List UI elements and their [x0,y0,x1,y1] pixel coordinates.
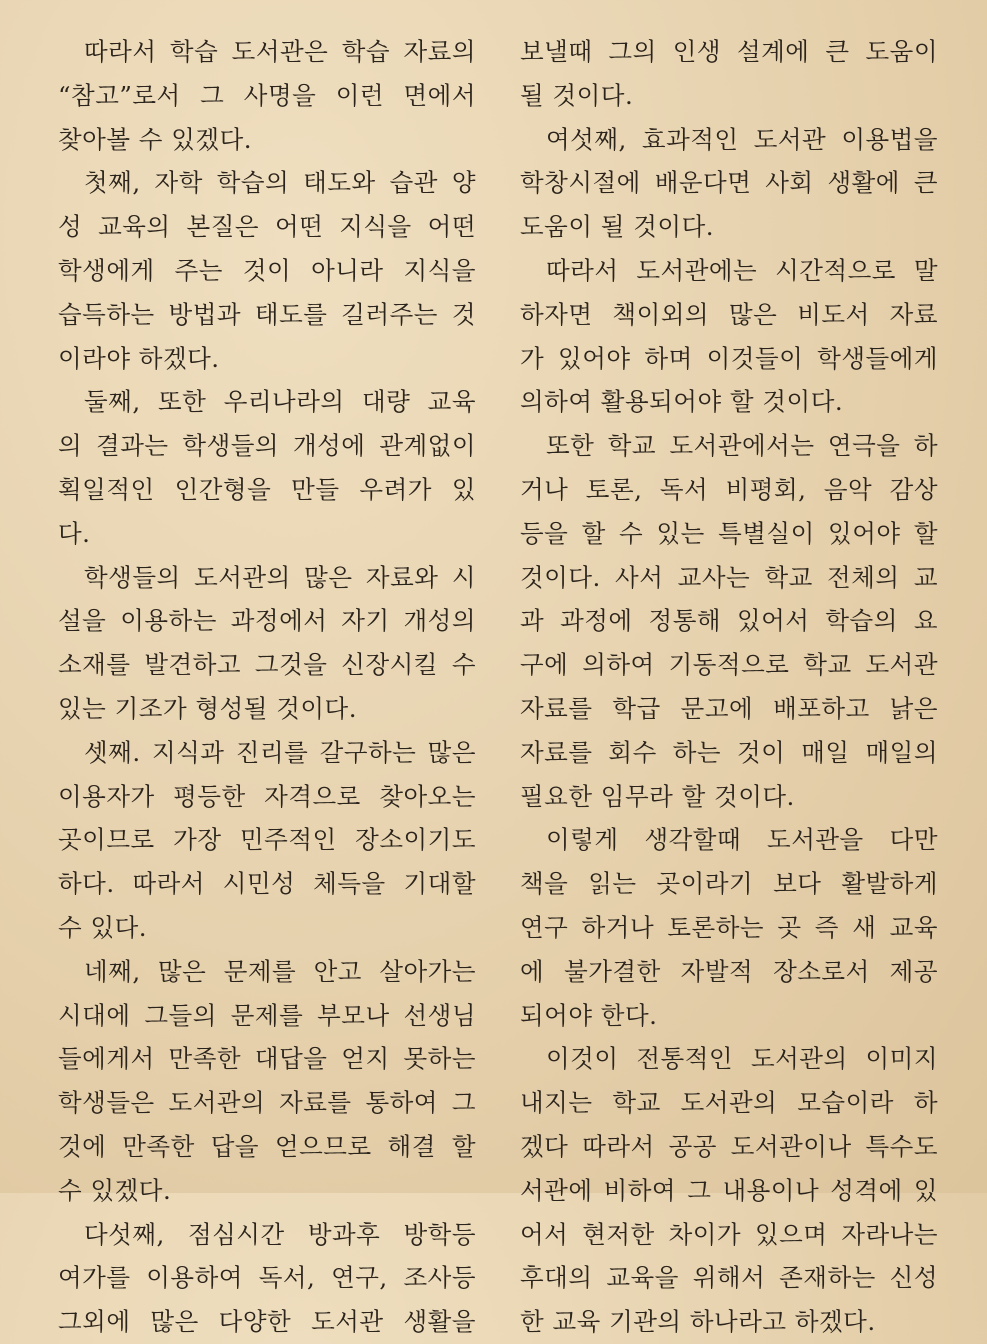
text-line: 이것이 전통적인 도서관의 이미지 [546,1044,938,1074]
text-line: 들에게서 만족한 대답을 얻지 못하는 [58,1044,476,1074]
text-line: 있는 기조가 형성될 것이다. [58,693,357,723]
text-line: 학생들의 도서관의 많은 자료와 시 [84,562,476,592]
text-line: 내지는 학교 도서관의 모습이라 하 [520,1088,938,1118]
text-line: 첫째, 자학 학습의 태도와 습관 양 [84,168,476,198]
left-text-column [58,28,476,1337]
text-line: 이렇게 생각할때 도서관을 다만 [546,825,938,855]
text-line: 셋째. 지식과 진리를 갈구하는 많은 [84,737,476,767]
text-line: 것이다. 사서 교사는 학교 전체의 교 [520,562,938,592]
text-line: 여섯째, 효과적인 도서관 이용법을 [546,124,938,154]
text-line: 책을 읽는 곳이라기 보다 활발하게 [520,869,938,899]
text-line: 또한 학교 도서관에서는 연극을 하 [546,431,938,461]
text-line: 필요한 임무라 할 것이다. [520,781,795,811]
text-line: 되어야 한다. [520,1000,658,1030]
text-line: 획일적인 인간형을 만들 우려가 있 [58,474,476,504]
text-line: 도움이 될 것이다. [520,212,715,242]
text-line: 다. [58,518,91,548]
text-line: 하자면 책이외의 많은 비도서 자료 [520,299,938,329]
text-line: 보낼때 그의 인생 설계에 큰 도움이 [520,37,938,66]
text-line: 의하여 활용되어야 할 것이다. [520,387,844,417]
text-line: 학창시절에 배운다면 사회 생활에 큰 [520,168,938,198]
text-line: 한 교육 기관의 하나라고 하겠다. [520,1307,876,1337]
text-line: 학생들은 도서관의 자료를 통하여 그 [58,1088,476,1118]
text-line: 수 있겠다. [58,1175,172,1205]
text-line: “참고”로서 그 사명을 이런 면에서 [58,80,476,110]
text-line: 성 교육의 본질은 어떤 지식을 어떤 [58,212,476,242]
text-line: 곳이므로 가장 민주적인 장소이기도 [58,825,476,855]
text-line: 여가를 이용하여 독서, 연구, 조사등 [58,1263,476,1293]
text-line: 학생에게 주는 것이 아니라 지식을 [58,255,476,285]
text-line: 설을 이용하는 과정에서 자기 개성의 [58,606,476,636]
text-line: 이라야 하겠다. [58,343,220,373]
text-line: 따라서 학습 도서관은 학습 자료의 [84,37,476,66]
text-line: 후대의 교육을 위해서 존재하는 신성 [520,1263,938,1293]
text-line: 수 있다. [58,912,148,942]
text-line: 등을 할 수 있는 특별실이 있어야 할 [520,518,938,548]
text-line: 자료를 회수 하는 것이 매일 매일의 [520,737,938,767]
text-line: 찾아볼 수 있겠다. [58,124,253,154]
text-line: 가 있어야 하며 이것들이 학생들에게 [520,343,938,373]
text-line: 의 결과는 학생들의 개성에 관계없이 [58,431,476,461]
text-line: 시대에 그들의 문제를 부모나 선생님 [58,1000,476,1030]
text-line: 거나 토론, 독서 비평회, 음악 감상 [520,474,938,504]
text-line: 것에 만족한 답을 얻으므로 해결 할 [58,1131,476,1161]
text-line: 하다. 따라서 시민성 체득을 기대할 [58,869,476,899]
text-line: 자료를 학급 문고에 배포하고 낡은 [520,693,938,723]
text-line: 습득하는 방법과 태도를 길러주는 것 [58,299,476,329]
text-line: 겠다 따라서 공공 도서관이나 특수도 [520,1131,938,1161]
text-line: 에 불가결한 자발적 장소로서 제공 [520,956,938,986]
text-line: 따라서 도서관에는 시간적으로 말 [546,255,938,285]
text-line: 소재를 발견하고 그것을 신장시킬 수 [58,650,476,680]
right-text-column [520,28,938,1337]
document-page [58,28,938,1337]
text-line: 이용자가 평등한 자격으로 찾아오는 [58,781,476,811]
text-line: 서관에 비하여 그 내용이나 성격에 있 [520,1175,938,1205]
text-line: 둘째, 또한 우리나라의 대량 교육 [84,387,476,417]
text-line: 그외에 많은 다양한 도서관 생활을 [58,1307,476,1337]
text-line: 다섯째, 점심시간 방과후 방학등 [84,1219,476,1249]
text-line: 과 과정에 정통해 있어서 학습의 요 [520,606,938,636]
text-line: 연구 하거나 토론하는 곳 즉 새 교육 [520,912,938,942]
text-line: 어서 현저한 차이가 있으며 자라나는 [520,1219,938,1249]
text-line: 될 것이다. [520,80,634,110]
text-line: 네째, 많은 문제를 안고 살아가는 [84,956,476,986]
text-line: 구에 의하여 기동적으로 학교 도서관 [520,650,938,680]
